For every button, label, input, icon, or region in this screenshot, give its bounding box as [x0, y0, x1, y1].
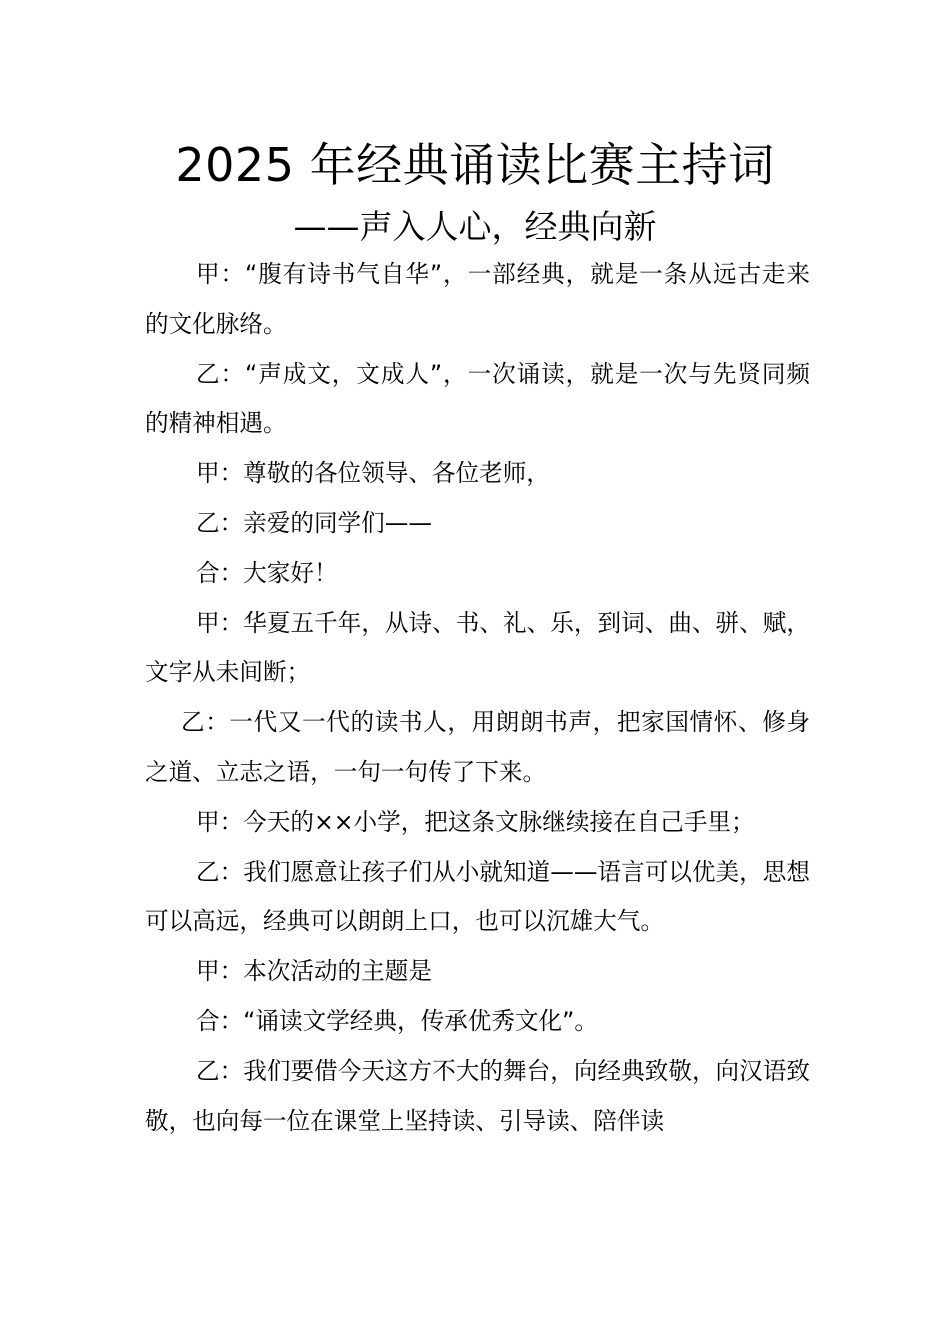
paragraph: 合：“诵读文学经典，传承优秀文化”。: [196, 1006, 598, 1035]
paragraph: 乙：一代又一代的读书人，用朗朗书声，把家国情怀、修身之道、立志之语，一句一句传了下来。: [145, 708, 810, 786]
paragraph: 乙：我们要借今天这方不大的舞台，向经典致敬，向汉语致敬，也向每一位在课堂上坚持读、引导读、陪伴读: [145, 1056, 810, 1135]
paragraph: 乙：亲爱的同学们——: [196, 508, 432, 537]
paragraph: 甲：尊敬的各位领导、各位老师，: [196, 459, 550, 488]
paragraph: 乙：我们愿意让孩子们从小就知道——语言可以优美，思想可以高远，经典可以朗朗上口，也可以沉雄大气。: [145, 857, 810, 936]
document-title: 2025 年经典诵读比赛主持词: [175, 138, 775, 192]
paragraph: 乙：“声成文，文成人”，一次诵读，就是一次与先贤同频的精神相遇。: [145, 359, 810, 438]
document-subtitle: ——声入人心，经典向新: [293, 207, 657, 246]
paragraph: 甲：“腹有诗书气自华”，一部经典，就是一条从远古走来的文化脉络。: [145, 260, 810, 338]
paragraph: 合：大家好！: [196, 558, 338, 587]
paragraph: 甲：今天的××小学，把这条文脉继续接在自己手里；: [196, 807, 755, 836]
document-body: [145, 250, 810, 1146]
paragraph: 甲：华夏五千年，从诗、书、礼、乐，到词、曲、骈、赋，文字从未间断；: [145, 608, 810, 687]
paragraph: 甲：本次活动的主题是: [196, 957, 432, 986]
